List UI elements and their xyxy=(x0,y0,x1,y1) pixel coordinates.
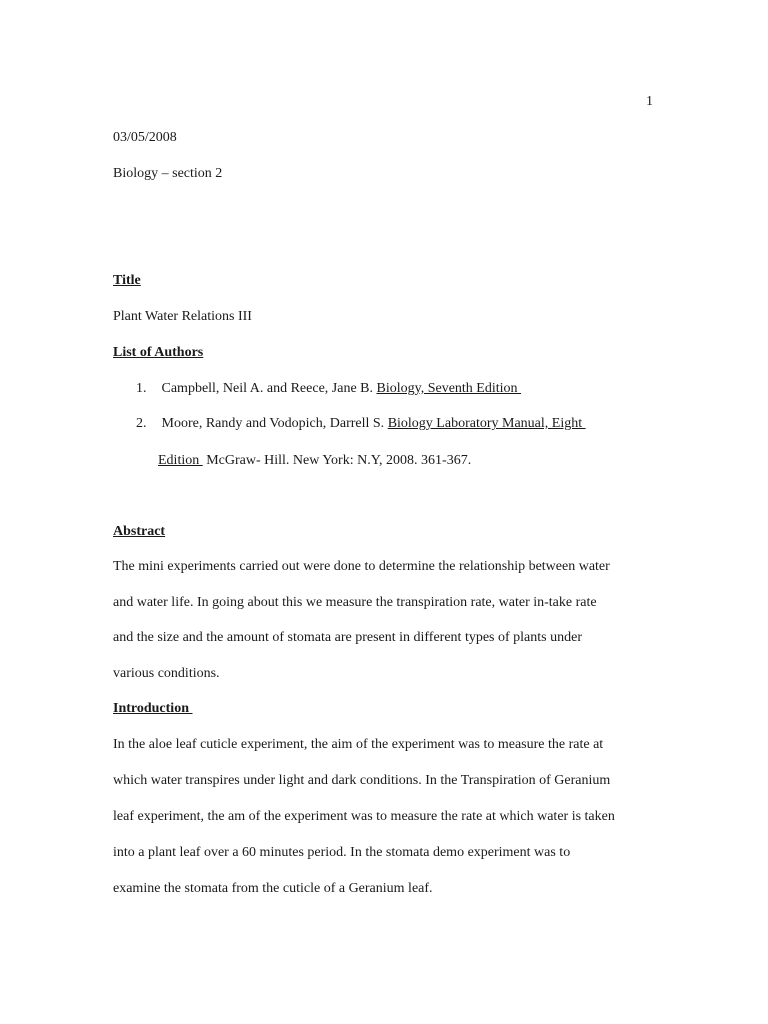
reference-authors: Campbell, Neil A. and Reece, Jane B. xyxy=(161,381,377,396)
abstract-line: and the size and the amount of stomata are present in different types of plants under xyxy=(113,630,582,645)
abstract-heading: Abstract xyxy=(113,524,166,539)
reference-item-2 xyxy=(136,415,586,433)
reference-number: 1. xyxy=(136,381,147,396)
introduction-heading: Introduction xyxy=(113,701,193,716)
reference-number: 2. xyxy=(136,416,147,431)
introduction-line: examine the stomata from the cuticle of a Geranium leaf. xyxy=(113,881,433,896)
abstract-line: and water life. In going about this we measure the transpiration rate, water in-take rate xyxy=(113,595,597,610)
title-text: Plant Water Relations III xyxy=(113,309,252,324)
reference-book-title: Biology, Seventh Edition xyxy=(376,381,522,396)
reference-book-title: Biology Laboratory Manual, Eight xyxy=(387,416,586,431)
introduction-line: In the aloe leaf cuticle experiment, the aim of the experiment was to measure the rate at xyxy=(113,737,604,752)
reference-authors: Moore, Randy and Vodopich, Darrell S. xyxy=(161,416,388,431)
introduction-line: which water transpires under light and dark conditions. In the Transpiration of Geranium xyxy=(113,773,611,788)
course-line: Biology – section 2 xyxy=(113,166,223,181)
abstract-line: various conditions. xyxy=(113,666,220,681)
title-heading: Title xyxy=(113,273,141,288)
reference-item-1 xyxy=(136,380,521,398)
introduction-line: leaf experiment, the am of the experiment was to measure the rate at which water is taken xyxy=(113,809,615,824)
reference-publisher: McGraw- Hill. New York: N.Y, 2008. 361-367. xyxy=(202,453,472,468)
introduction-line: into a plant leaf over a 60 minutes period. In the stomata demo experiment was to xyxy=(113,845,571,860)
reference-book-title-continued: Edition xyxy=(158,453,203,468)
date-line: 03/05/2008 xyxy=(113,130,177,145)
reference-item-2-continued xyxy=(158,452,471,470)
abstract-line: The mini experiments carried out were done to determine the relationship between water xyxy=(113,559,610,574)
page-number: 1 xyxy=(646,94,653,109)
authors-heading: List of Authors xyxy=(113,345,204,360)
